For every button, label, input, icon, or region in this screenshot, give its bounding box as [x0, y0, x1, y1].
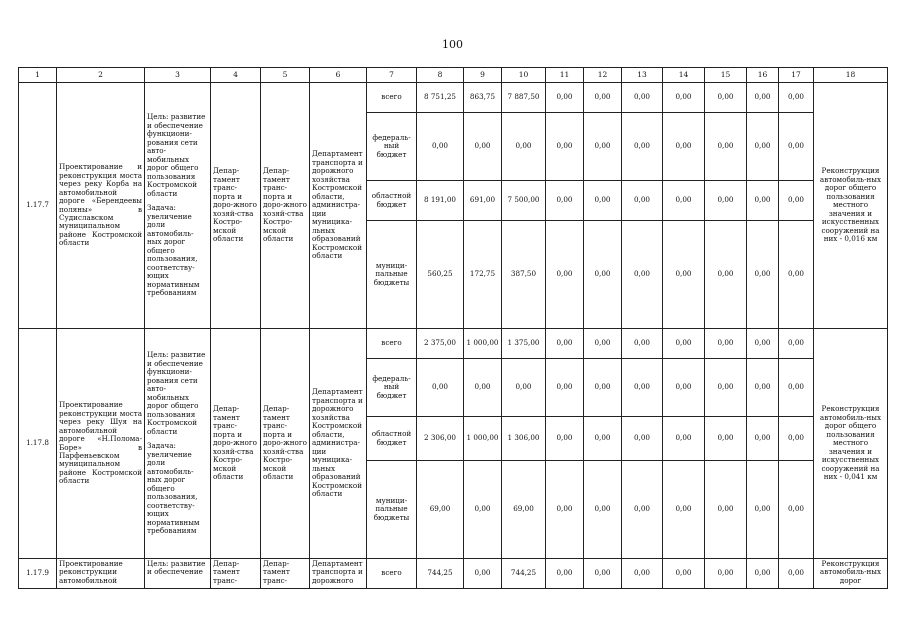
value-cell: 0,00: [705, 359, 747, 417]
header-cell: 12: [584, 68, 622, 83]
value-cell: 0,00: [705, 559, 747, 589]
value-cell: 0,00: [502, 113, 546, 181]
value-cell: 7 887,50: [502, 83, 546, 113]
value-cell: 0,00: [546, 559, 584, 589]
value-cell: 8 191,00: [417, 181, 464, 221]
header-cell: 1: [19, 68, 57, 83]
funding-source: муници-пальные бюджеты: [367, 221, 417, 329]
row-col5: Депар-тамент транс-порта и доро-жного хозяй-ства Костро-мской области: [261, 83, 310, 329]
value-cell: 744,25: [502, 559, 546, 589]
value-cell: 1 306,00: [502, 417, 546, 461]
table-body: [19, 83, 888, 589]
row-result: Реконструкция автомобиль-ных дорог общего пользования местного значения и искусственных сооружений на них - 0,016 км: [814, 83, 888, 329]
value-cell: 0,00: [584, 181, 622, 221]
value-cell: 0,00: [779, 329, 814, 359]
value-cell: 0,00: [705, 181, 747, 221]
value-cell: 0,00: [663, 181, 705, 221]
value-cell: 0,00: [622, 181, 663, 221]
value-cell: 0,00: [546, 461, 584, 559]
value-cell: 863,75: [464, 83, 502, 113]
header-cell: 7: [367, 68, 417, 83]
program-table: [18, 67, 888, 589]
value-cell: 0,00: [622, 359, 663, 417]
value-cell: 0,00: [622, 417, 663, 461]
funding-source: областной бюджет: [367, 417, 417, 461]
row-task: Задача: увеличение доли автомобиль-ных дорог общего пользования, соответству-ющих нормативным требованиям: [147, 441, 200, 536]
value-cell: 0,00: [464, 559, 502, 589]
funding-source: областной бюджет: [367, 181, 417, 221]
value-cell: 0,00: [502, 359, 546, 417]
value-cell: 0,00: [663, 329, 705, 359]
row-goal: Цель: развитие и обеспечение функциони-рования сети авто-мобильных дорог общего пользования Костромской области: [147, 112, 206, 198]
value-cell: 0,00: [622, 461, 663, 559]
value-cell: 0,00: [663, 359, 705, 417]
value-cell: 0,00: [747, 329, 779, 359]
value-cell: 0,00: [705, 417, 747, 461]
row-col5: Депар-тамент транс-порта и доро-жного хозяй-ства Костро-мской области: [261, 329, 310, 559]
value-cell: 0,00: [747, 181, 779, 221]
value-cell: 0,00: [464, 461, 502, 559]
value-cell: 0,00: [747, 221, 779, 329]
funding-source: федераль-ный бюджет: [367, 359, 417, 417]
table-row: [19, 83, 888, 113]
row-code: 1.17.8: [19, 329, 57, 559]
row-dept: Департамент транспорта и дорожного хозяйства Костромской области, администра-ции муницика-льных образований Костромской области: [310, 329, 367, 559]
row-task: Задача: увеличение доли автомобиль-ных дорог общего пользования, соответству-ющих нормативным требованиям: [147, 203, 200, 298]
value-cell: 1 000,00: [464, 329, 502, 359]
value-cell: 2 375,00: [417, 329, 464, 359]
header-cell: 15: [705, 68, 747, 83]
value-cell: 0,00: [546, 359, 584, 417]
header-cell: 11: [546, 68, 584, 83]
row-name: Проектирование и реконструкция моста через реку Корба на автомобильной дороге «Берендеевы поляны» в Судиславском муниципальном районе Костромской области: [57, 83, 145, 329]
value-cell: 0,00: [747, 83, 779, 113]
value-cell: 0,00: [584, 417, 622, 461]
value-cell: 172,75: [464, 221, 502, 329]
value-cell: 691,00: [464, 181, 502, 221]
value-cell: 744,25: [417, 559, 464, 589]
value-cell: 0,00: [705, 221, 747, 329]
value-cell: 0,00: [622, 113, 663, 181]
value-cell: 0,00: [747, 417, 779, 461]
value-cell: 0,00: [464, 359, 502, 417]
value-cell: 0,00: [464, 113, 502, 181]
value-cell: 0,00: [546, 181, 584, 221]
header-cell: 9: [464, 68, 502, 83]
value-cell: 0,00: [663, 83, 705, 113]
value-cell: 0,00: [705, 113, 747, 181]
funding-source: всего: [367, 559, 417, 589]
value-cell: 0,00: [622, 329, 663, 359]
page-number: 100: [442, 38, 463, 51]
row-result: Реконструкция автомобиль-ных дорог общего пользования местного значения и искусственных сооружений на них - 0,041 км: [814, 329, 888, 559]
value-cell: 0,00: [584, 113, 622, 181]
row-name: Проектирование реконструкции автомобильной: [57, 559, 145, 589]
value-cell: 0,00: [779, 559, 814, 589]
value-cell: 69,00: [502, 461, 546, 559]
value-cell: 0,00: [584, 83, 622, 113]
value-cell: 0,00: [546, 113, 584, 181]
value-cell: 0,00: [663, 221, 705, 329]
funding-source: всего: [367, 329, 417, 359]
row-col4: Депар-тамент транс-порта и доро-жного хозяй-ства Костро-мской области: [211, 329, 261, 559]
value-cell: 0,00: [779, 417, 814, 461]
value-cell: 0,00: [779, 83, 814, 113]
row-code: 1.17.7: [19, 83, 57, 329]
value-cell: 0,00: [584, 359, 622, 417]
value-cell: 2 306,00: [417, 417, 464, 461]
header-cell: 18: [814, 68, 888, 83]
row-dept: Департамент транспорта и дорожного хозяйства Костромской области, администра-ции муницика-льных образований Костромской области: [310, 83, 367, 329]
funding-source: федераль-ный бюджет: [367, 113, 417, 181]
value-cell: 0,00: [546, 417, 584, 461]
value-cell: 0,00: [747, 113, 779, 181]
value-cell: 0,00: [705, 83, 747, 113]
value-cell: 0,00: [417, 113, 464, 181]
value-cell: 0,00: [705, 461, 747, 559]
value-cell: 387,50: [502, 221, 546, 329]
value-cell: 8 751,25: [417, 83, 464, 113]
table-row: [19, 329, 888, 359]
row-col5: Депар-тамент транс-: [261, 559, 310, 589]
header-cell: 14: [663, 68, 705, 83]
header-cell: 16: [747, 68, 779, 83]
value-cell: 0,00: [622, 559, 663, 589]
header-cell: 13: [622, 68, 663, 83]
value-cell: 0,00: [747, 461, 779, 559]
value-cell: 0,00: [584, 559, 622, 589]
value-cell: 0,00: [663, 461, 705, 559]
value-cell: 0,00: [747, 359, 779, 417]
value-cell: 1 375,00: [502, 329, 546, 359]
value-cell: 0,00: [417, 359, 464, 417]
header-cell: 8: [417, 68, 464, 83]
header-cell: 2: [57, 68, 145, 83]
value-cell: 0,00: [546, 83, 584, 113]
value-cell: 0,00: [705, 329, 747, 359]
value-cell: 0,00: [546, 221, 584, 329]
funding-source: всего: [367, 83, 417, 113]
value-cell: 69,00: [417, 461, 464, 559]
row-code: 1.17.9: [19, 559, 57, 589]
value-cell: 0,00: [779, 461, 814, 559]
header-cell: 3: [145, 68, 211, 83]
row-dept: Департамент транспорта и дорожного: [310, 559, 367, 589]
value-cell: 0,00: [779, 181, 814, 221]
row-goal: Цель: развитие и обеспечение функциони-рования сети авто-мобильных дорог общего пользования Костромской области: [147, 350, 206, 436]
value-cell: 560,25: [417, 221, 464, 329]
row-goal-cell: [145, 83, 211, 329]
value-cell: 0,00: [779, 221, 814, 329]
value-cell: 0,00: [546, 329, 584, 359]
value-cell: 0,00: [584, 329, 622, 359]
row-col4: Депар-тамент транс-порта и доро-жного хозяй-ства Костро-мской области: [211, 83, 261, 329]
table-row: [19, 559, 888, 589]
row-goal-cell: [145, 329, 211, 559]
row-name: Проектирование реконструкции моста через реку Шуя на автомобильной дороге «Н.Полома-Боре» в Парфеньевском муниципальном районе Костромской области: [57, 329, 145, 559]
header-row: [19, 68, 888, 83]
header-cell: 5: [261, 68, 310, 83]
row-goal: Цель: развитие и обеспечение: [145, 559, 211, 589]
header-cell: 10: [502, 68, 546, 83]
value-cell: 7 500,00: [502, 181, 546, 221]
funding-source: муници-пальные бюджеты: [367, 461, 417, 559]
value-cell: 0,00: [779, 113, 814, 181]
header-cell: 6: [310, 68, 367, 83]
row-result: Реконструкция автомобиль-ных дорог: [814, 559, 888, 589]
value-cell: 0,00: [584, 461, 622, 559]
value-cell: 0,00: [622, 83, 663, 113]
value-cell: 0,00: [663, 559, 705, 589]
header-cell: 4: [211, 68, 261, 83]
value-cell: 0,00: [747, 559, 779, 589]
value-cell: 1 000,00: [464, 417, 502, 461]
row-col4: Депар-тамент транс-: [211, 559, 261, 589]
value-cell: 0,00: [622, 221, 663, 329]
value-cell: 0,00: [663, 113, 705, 181]
value-cell: 0,00: [663, 417, 705, 461]
value-cell: 0,00: [779, 359, 814, 417]
value-cell: 0,00: [584, 221, 622, 329]
header-cell: 17: [779, 68, 814, 83]
